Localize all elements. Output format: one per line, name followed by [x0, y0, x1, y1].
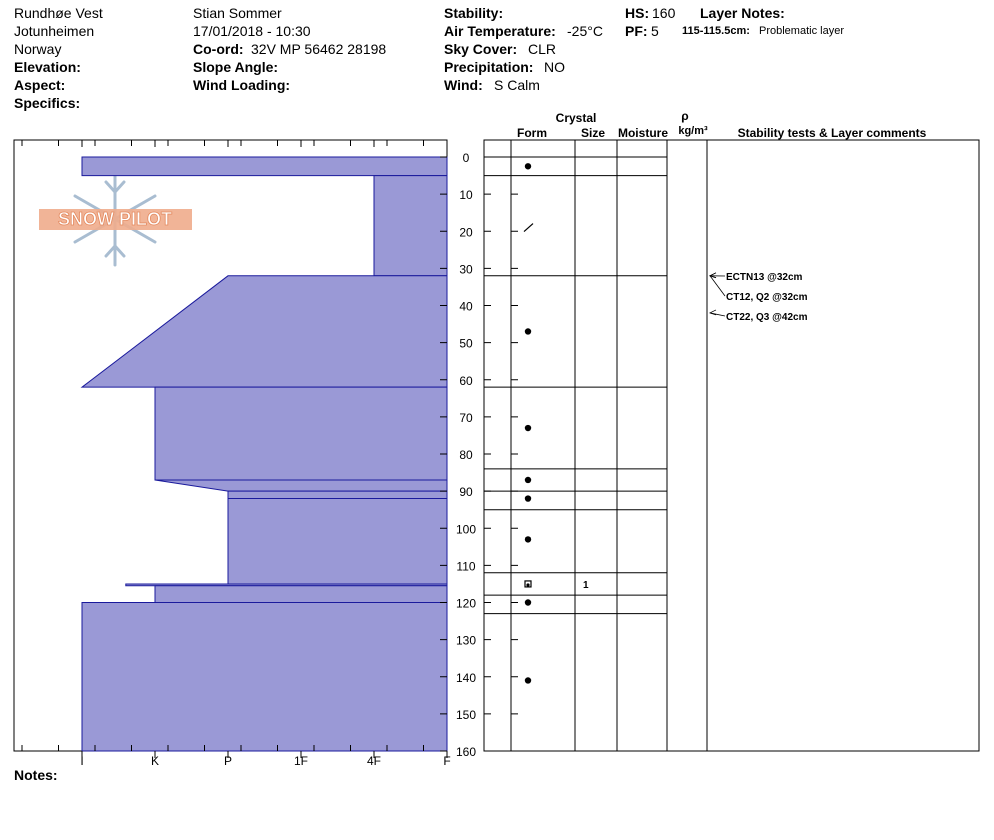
header-rho: ρ [681, 109, 689, 123]
header-density-unit: kg/m³ [678, 125, 708, 137]
layer-note-range: 115-115.5cm: [682, 25, 750, 37]
depth-tick-label: 50 [459, 336, 473, 351]
specifics-label: Specifics: [14, 95, 81, 111]
header-moisture: Moisture [617, 126, 669, 140]
notes-label: Notes: [14, 767, 58, 783]
hardness-tick-label: P [223, 754, 233, 768]
stability-test-arrow [710, 276, 725, 296]
header-stability-tests: Stability tests & Layer comments [737, 126, 927, 140]
snowpilot-logo [39, 173, 192, 265]
depth-tick-label: 60 [459, 373, 473, 388]
depth-tick-label: 20 [459, 225, 473, 240]
hs-value: 160 [652, 5, 676, 21]
observer: Stian Sommer [193, 5, 282, 21]
decomposing-grain-symbol [524, 224, 533, 232]
coord-label: Co-ord: [193, 41, 244, 57]
wind-label: Wind: [444, 77, 483, 93]
depth-tick-label: 90 [459, 485, 473, 500]
elevation-label: Elevation: [14, 59, 81, 75]
depth-tick-label: 40 [459, 299, 473, 314]
rounded-grain-symbol [525, 495, 531, 501]
range: Jotunheimen [14, 23, 95, 39]
hardness-tick-label: F [443, 754, 451, 768]
hardness-layer-4 [155, 480, 447, 491]
depth-tick-label: 100 [455, 522, 477, 537]
rounded-grain-symbol [525, 677, 531, 683]
layer-note-text: Problematic layer [759, 25, 844, 37]
header-form: Form [517, 126, 547, 140]
aspect-label: Aspect: [14, 77, 66, 93]
depth-tick-label: 140 [455, 670, 477, 685]
hardness-layer-2 [82, 276, 447, 387]
slope-angle-label: Slope Angle: [193, 59, 279, 75]
country: Norway [14, 41, 62, 57]
air-temp-value: -25°C [567, 23, 603, 39]
header-crystal: Crystal [555, 111, 597, 125]
faceted-grain-dot [526, 583, 529, 586]
air-temp-label: Air Temperature: [444, 23, 556, 39]
rounded-grain-symbol [525, 536, 531, 542]
hardness-tick-label: 1F [293, 754, 309, 768]
sky-cover-label: Sky Cover: [444, 41, 518, 57]
wind-loading-label: Wind Loading: [193, 77, 291, 93]
depth-tick-label: 130 [455, 633, 477, 648]
depth-tick-label: 150 [455, 707, 477, 722]
layer-notes-label: Layer Notes: [700, 5, 785, 21]
hardness-layer-0 [82, 157, 447, 176]
depth-tick-label: 30 [459, 262, 473, 277]
hardness-layer-5 [228, 491, 447, 498]
hardness-layer-1 [374, 176, 447, 276]
layer-table-frame [484, 140, 979, 751]
depth-tick-label: 10 [459, 188, 473, 203]
coord-value: 32V MP 56462 28198 [251, 41, 387, 57]
depth-tick-label: 160 [455, 745, 477, 759]
depth-tick-label: 70 [459, 410, 473, 425]
header-size: Size [580, 126, 606, 140]
depth-tick-label: 120 [455, 596, 477, 611]
hardness-tick-label: I [80, 754, 84, 768]
stability-test-label: ECTN13 @32cm [726, 272, 803, 283]
pf-label: PF: [625, 23, 648, 39]
rounded-grain-symbol [525, 328, 531, 334]
sky-cover-value: CLR [528, 41, 557, 57]
depth-tick-label: 0 [462, 151, 470, 165]
hs-label: HS: [625, 5, 650, 21]
layer-size-label: 1 [583, 579, 589, 591]
hardness-layer-9 [82, 603, 447, 752]
wind-value: S Calm [494, 77, 540, 93]
precipitation-label: Precipitation: [444, 59, 534, 75]
hardness-layer-8 [155, 586, 447, 603]
rounded-grain-symbol [525, 599, 531, 605]
precipitation-value: NO [544, 59, 565, 75]
logo-text: SNOW PILOT [58, 209, 172, 229]
rounded-grain-symbol [525, 163, 531, 169]
hardness-tick-label: K [150, 754, 160, 768]
pf-value: 5 [651, 23, 659, 39]
rounded-grain-symbol [525, 425, 531, 431]
hardness-layer-3 [155, 387, 447, 480]
rounded-grain-symbol [525, 477, 531, 483]
hardness-tick-label: 4F [366, 754, 382, 768]
depth-tick-label: 110 [456, 559, 476, 574]
stability-label: Stability: [444, 5, 504, 21]
hardness-layer-6 [228, 499, 447, 584]
datetime: 17/01/2018 - 10:30 [193, 23, 311, 39]
location: Rundhøe Vest [14, 5, 103, 21]
stability-test-label: CT22, Q3 @42cm [726, 312, 808, 323]
stability-test-label: CT12, Q2 @32cm [726, 292, 808, 303]
depth-tick-label: 80 [459, 448, 473, 462]
